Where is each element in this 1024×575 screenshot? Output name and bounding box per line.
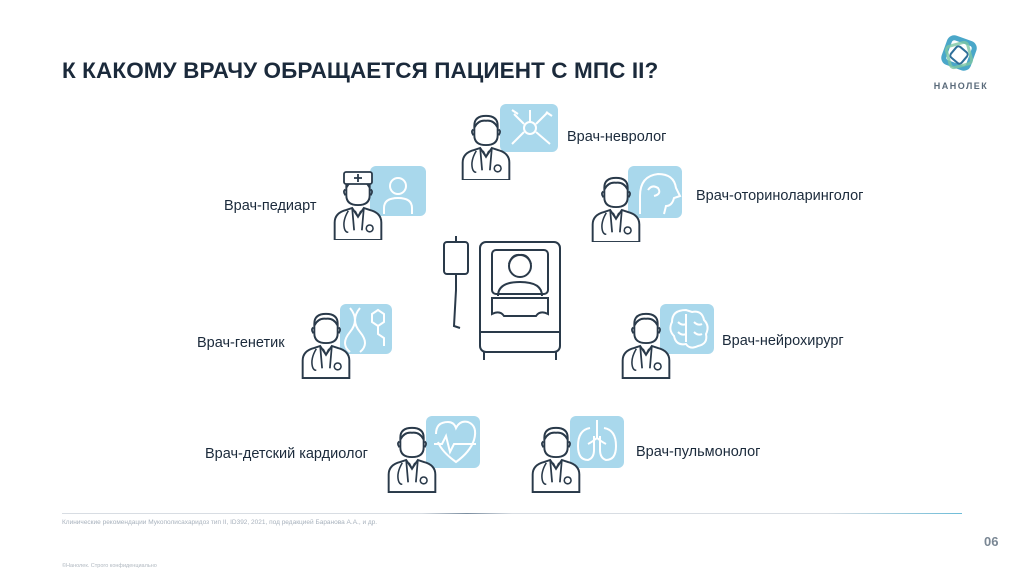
child-icon	[370, 166, 426, 216]
label-cardiologist: Врач-детский кардиолог	[205, 446, 368, 462]
doctor-pediatrician	[330, 164, 430, 240]
doctor-cardiologist	[384, 414, 484, 494]
title-main: К КАКОМУ ВРАЧУ ОБРАЩАЕТСЯ ПАЦИЕНТ С МПС	[62, 58, 632, 83]
doctor-neurosurgeon	[618, 300, 718, 380]
doctor-geneticist	[298, 302, 398, 380]
label-neurosurgeon: Врач-нейрохирург	[722, 333, 844, 349]
copyright: ©Нанолек. Строго конфиденциально	[62, 563, 157, 569]
doctor-otorhinolaryngologist	[588, 166, 688, 242]
title-accent: II?	[631, 58, 659, 83]
label-pulmonologist: Врач-пульмонолог	[636, 444, 761, 460]
label-neurologist: Врач-невролог	[567, 129, 667, 145]
footer-divider	[62, 513, 962, 514]
label-otorhinolaryngologist: Врач-оториноларинголог	[696, 188, 864, 204]
footnote: Клинические рекомендации Мукополисахаридоз тип II, ID392, 2021, под редакцией Баранова А.А., и др.	[62, 519, 378, 526]
logo-text: НАНОЛЕК	[933, 81, 989, 91]
page-title	[62, 58, 658, 84]
label-geneticist: Врач-генетик	[197, 335, 285, 351]
patient-bed-icon	[440, 236, 570, 365]
doctor-neurologist	[458, 104, 558, 180]
dna-icon	[340, 304, 392, 354]
page-number: 06	[984, 534, 999, 549]
label-pediatrician: Врач-педиарт	[224, 198, 317, 214]
doctor-pulmonologist	[528, 414, 628, 494]
